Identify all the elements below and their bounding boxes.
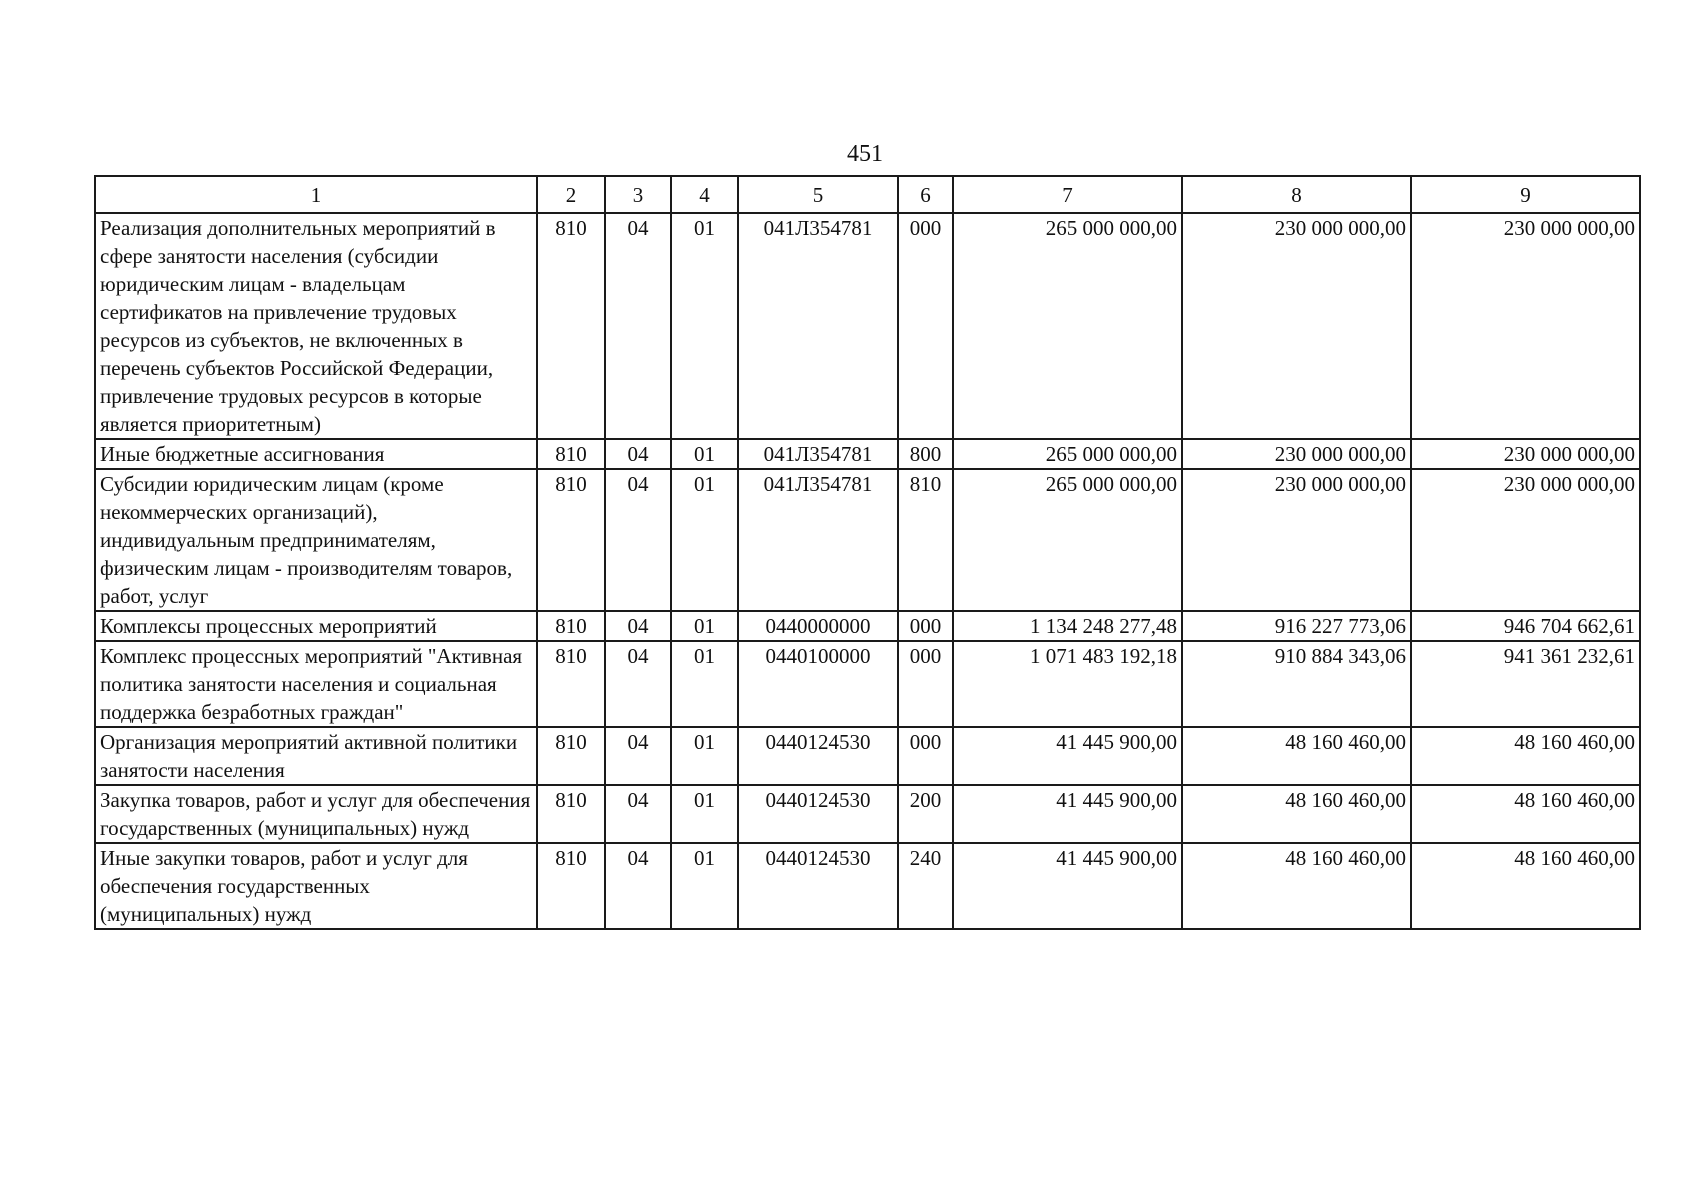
amount-col-7: 265 000 000,00 [953, 439, 1182, 469]
grbs-code: 810 [537, 641, 605, 727]
section-code: 04 [605, 843, 671, 929]
amount-col-7: 265 000 000,00 [953, 213, 1182, 439]
amount-col-8: 230 000 000,00 [1182, 439, 1411, 469]
target-article-code: 0440124530 [738, 727, 898, 785]
subsection-code: 01 [671, 439, 738, 469]
budget-table [94, 175, 1641, 930]
section-code: 04 [605, 611, 671, 641]
subsection-code: 01 [671, 469, 738, 611]
subsection-code: 01 [671, 843, 738, 929]
amount-col-9: 941 361 232,61 [1411, 641, 1640, 727]
section-code: 04 [605, 727, 671, 785]
column-header-1: 1 [95, 176, 537, 213]
grbs-code: 810 [537, 785, 605, 843]
table-row [95, 213, 1640, 439]
amount-col-9: 230 000 000,00 [1411, 439, 1640, 469]
table-row [95, 727, 1640, 785]
row-name: Иные закупки товаров, работ и услуг для обеспечения государственных (муниципальных) нужд [95, 843, 537, 929]
amount-col-9: 48 160 460,00 [1411, 843, 1640, 929]
expense-type-code: 800 [898, 439, 953, 469]
target-article-code: 0440124530 [738, 785, 898, 843]
amount-col-8: 230 000 000,00 [1182, 469, 1411, 611]
row-name: Закупка товаров, работ и услуг для обеспечения государственных (муниципальных) нужд [95, 785, 537, 843]
amount-col-9: 48 160 460,00 [1411, 785, 1640, 843]
grbs-code: 810 [537, 727, 605, 785]
row-name: Субсидии юридическим лицам (кроме некоммерческих организаций), индивидуальным предпринимателям, физическим лицам - производителям товаров, работ, услуг [95, 469, 537, 611]
subsection-code: 01 [671, 213, 738, 439]
subsection-code: 01 [671, 785, 738, 843]
grbs-code: 810 [537, 439, 605, 469]
column-header-5: 5 [738, 176, 898, 213]
expense-type-code: 810 [898, 469, 953, 611]
header-row [95, 176, 1640, 213]
target-article-code: 041Л354781 [738, 213, 898, 439]
amount-col-9: 230 000 000,00 [1411, 469, 1640, 611]
amount-col-7: 1 134 248 277,48 [953, 611, 1182, 641]
table-row [95, 641, 1640, 727]
row-name: Иные бюджетные ассигнования [95, 439, 537, 469]
column-header-6: 6 [898, 176, 953, 213]
subsection-code: 01 [671, 727, 738, 785]
section-code: 04 [605, 641, 671, 727]
section-code: 04 [605, 469, 671, 611]
table-body [95, 213, 1640, 929]
amount-col-8: 48 160 460,00 [1182, 843, 1411, 929]
target-article-code: 041Л354781 [738, 469, 898, 611]
row-name: Комплексы процессных мероприятий [95, 611, 537, 641]
table-header [95, 176, 1640, 213]
amount-col-7: 41 445 900,00 [953, 843, 1182, 929]
expense-type-code: 200 [898, 785, 953, 843]
column-header-9: 9 [1411, 176, 1640, 213]
target-article-code: 0440100000 [738, 641, 898, 727]
expense-type-code: 240 [898, 843, 953, 929]
row-name: Организация мероприятий активной политики занятости населения [95, 727, 537, 785]
expense-type-code: 000 [898, 641, 953, 727]
row-name: Реализация дополнительных мероприятий в сфере занятости населения (субсидии юридическим лицам - владельцам сертификатов на привлечение трудовых ресурсов из субъектов, не включенных в перечень субъектов Российской Федерации, привлечение трудовых ресурсов в которые является приоритетным) [95, 213, 537, 439]
grbs-code: 810 [537, 213, 605, 439]
subsection-code: 01 [671, 611, 738, 641]
grbs-code: 810 [537, 469, 605, 611]
amount-col-7: 265 000 000,00 [953, 469, 1182, 611]
table-row [95, 843, 1640, 929]
target-article-code: 041Л354781 [738, 439, 898, 469]
expense-type-code: 000 [898, 727, 953, 785]
column-header-3: 3 [605, 176, 671, 213]
table-row [95, 785, 1640, 843]
column-header-2: 2 [537, 176, 605, 213]
column-header-7: 7 [953, 176, 1182, 213]
page-number: 451 [847, 141, 883, 167]
grbs-code: 810 [537, 611, 605, 641]
row-name: Комплекс процессных мероприятий "Активная политика занятости населения и социальная поддержка безработных граждан" [95, 641, 537, 727]
expense-type-code: 000 [898, 213, 953, 439]
amount-col-9: 230 000 000,00 [1411, 213, 1640, 439]
amount-col-7: 41 445 900,00 [953, 785, 1182, 843]
amount-col-8: 916 227 773,06 [1182, 611, 1411, 641]
amount-col-9: 48 160 460,00 [1411, 727, 1640, 785]
section-code: 04 [605, 785, 671, 843]
amount-col-7: 1 071 483 192,18 [953, 641, 1182, 727]
table-row [95, 439, 1640, 469]
table-row [95, 469, 1640, 611]
section-code: 04 [605, 213, 671, 439]
amount-col-8: 230 000 000,00 [1182, 213, 1411, 439]
section-code: 04 [605, 439, 671, 469]
amount-col-8: 48 160 460,00 [1182, 785, 1411, 843]
amount-col-8: 48 160 460,00 [1182, 727, 1411, 785]
grbs-code: 810 [537, 843, 605, 929]
expense-type-code: 000 [898, 611, 953, 641]
table-row [95, 611, 1640, 641]
column-header-4: 4 [671, 176, 738, 213]
target-article-code: 0440124530 [738, 843, 898, 929]
target-article-code: 0440000000 [738, 611, 898, 641]
subsection-code: 01 [671, 641, 738, 727]
amount-col-9: 946 704 662,61 [1411, 611, 1640, 641]
column-header-8: 8 [1182, 176, 1411, 213]
amount-col-7: 41 445 900,00 [953, 727, 1182, 785]
amount-col-8: 910 884 343,06 [1182, 641, 1411, 727]
